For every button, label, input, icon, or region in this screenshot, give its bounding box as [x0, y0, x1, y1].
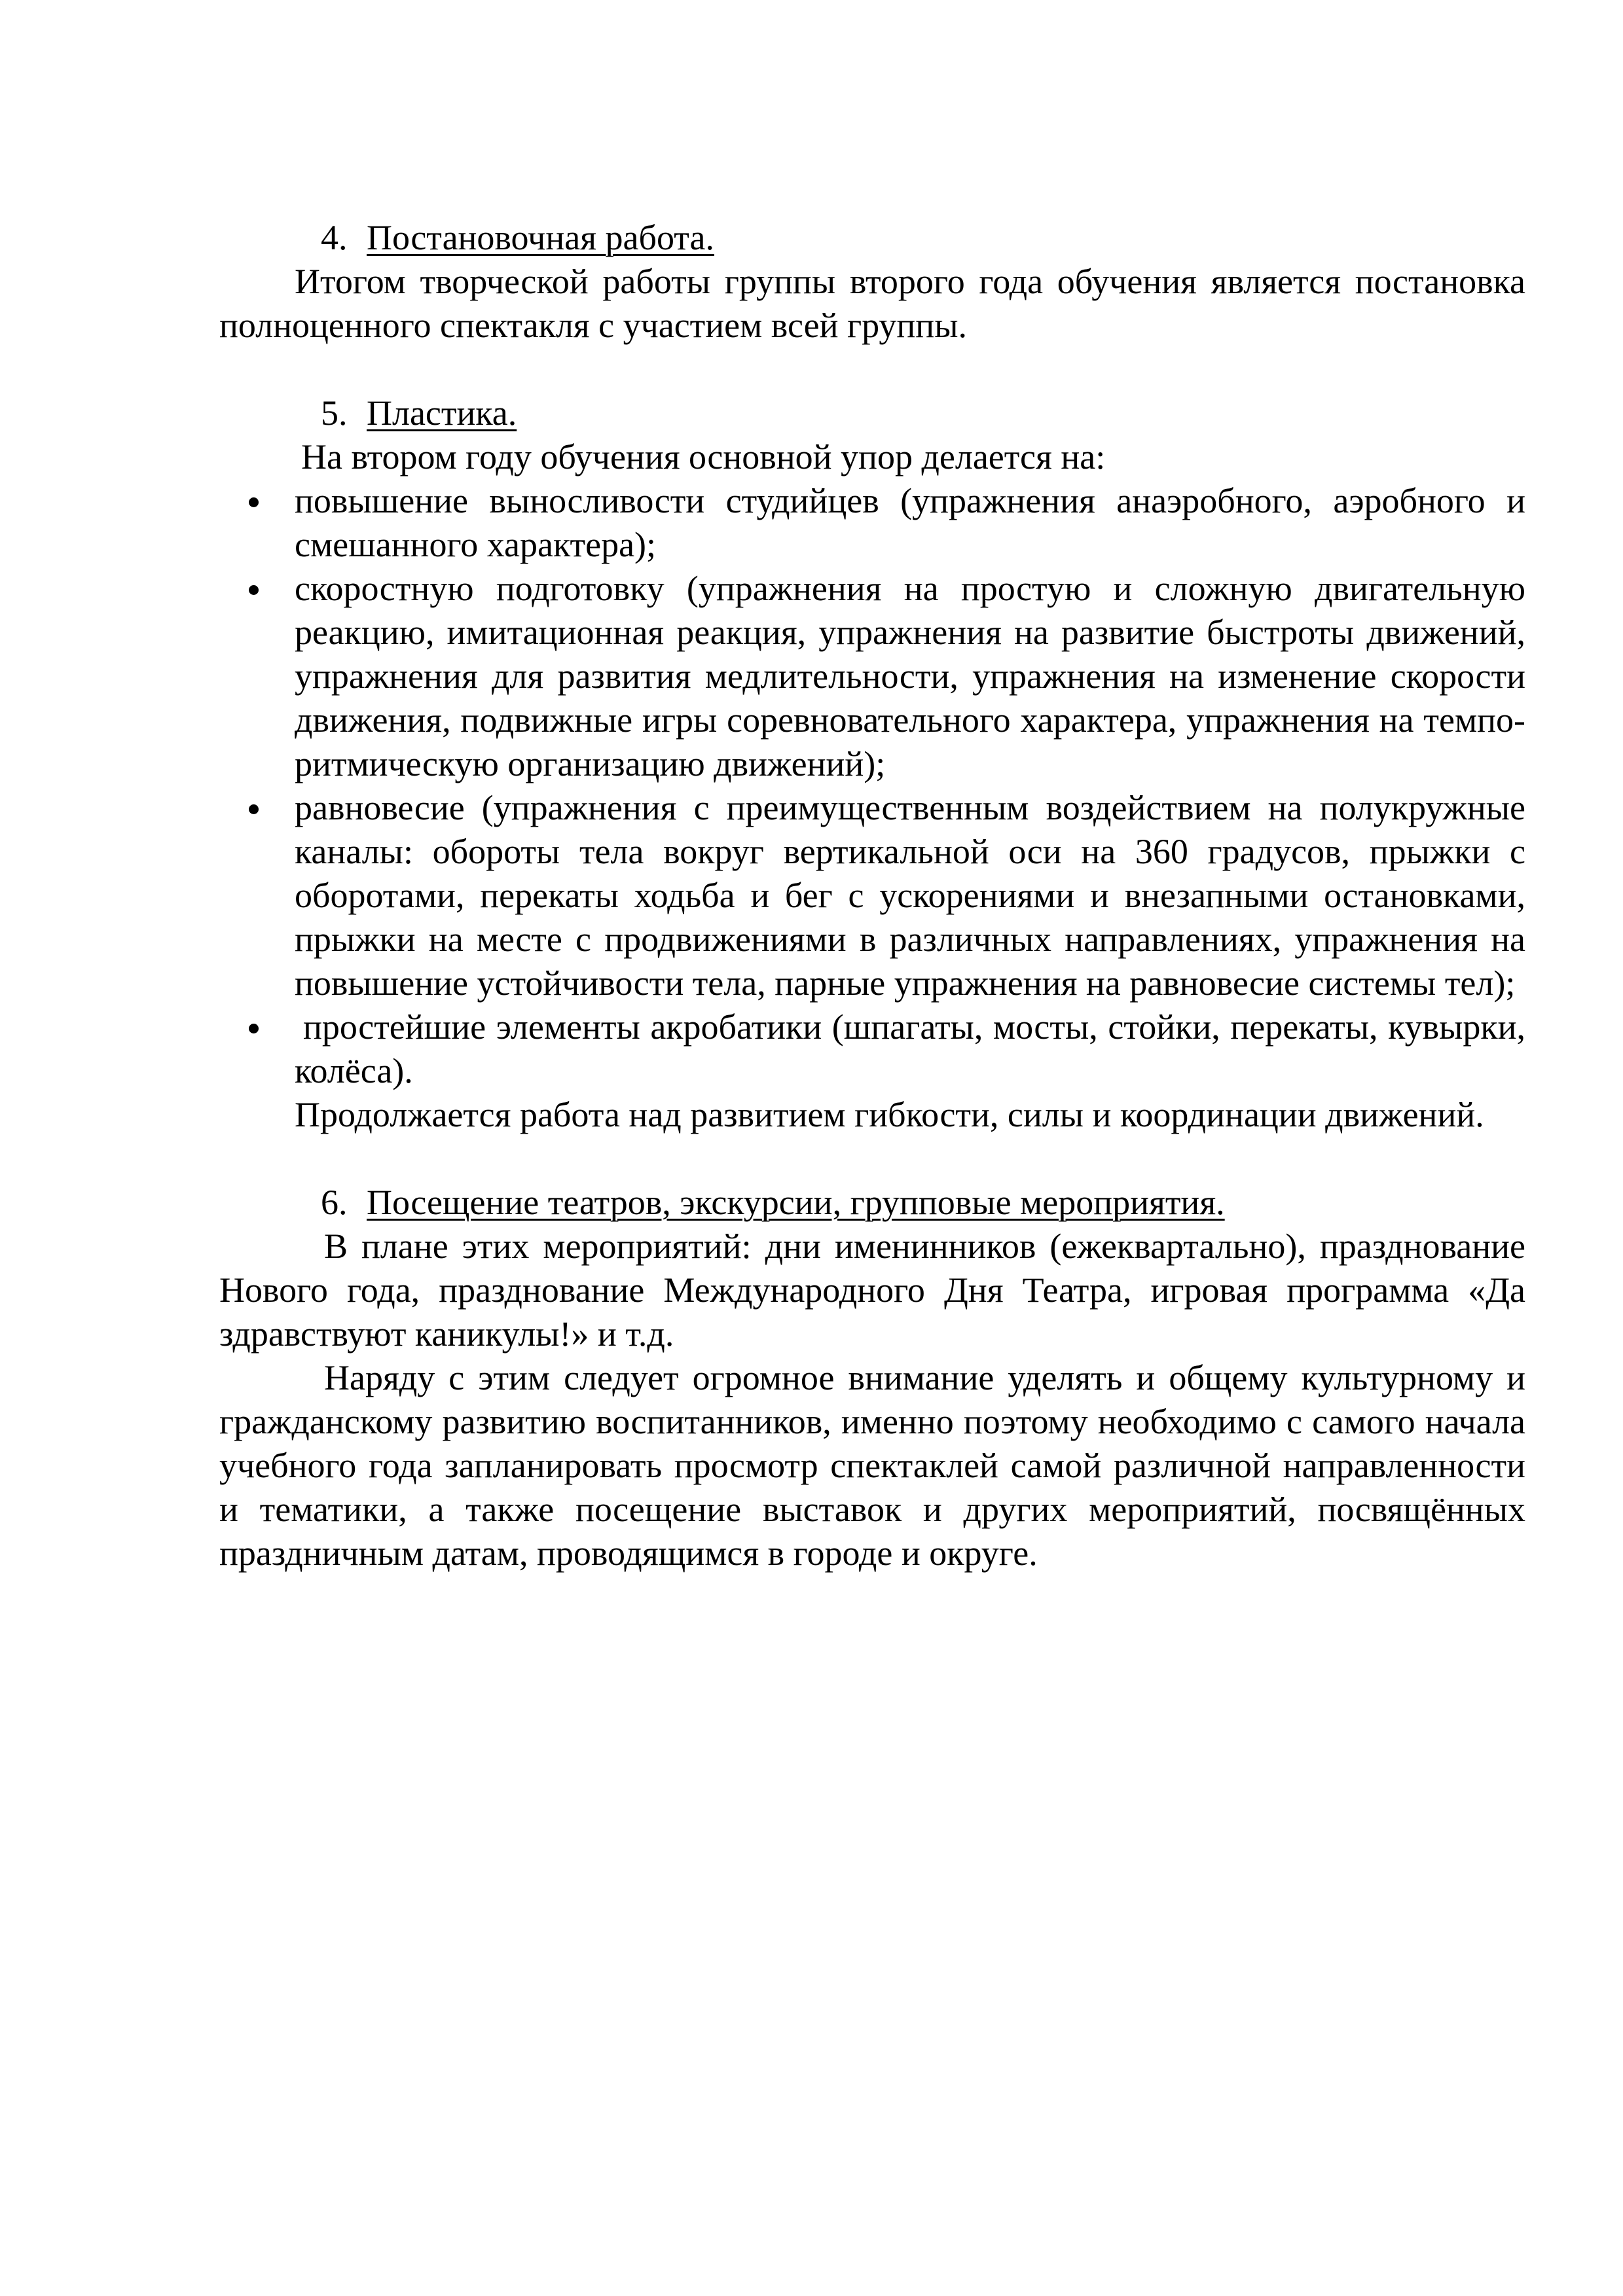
bullet-icon — [249, 1024, 259, 1033]
bullet-icon — [249, 497, 259, 507]
spacer — [219, 1137, 1525, 1181]
bullet-list — [219, 479, 1525, 1093]
section-intro: На втором году обучения основной упор делается на: — [301, 437, 1106, 476]
bullet-icon — [249, 804, 259, 814]
list-item — [219, 567, 1525, 786]
section-title: Посещение театров, экскурсии, групповые мероприятия. — [367, 1183, 1225, 1222]
list-item-text: равновесие (упражнения с преимущественным воздействием на полукружные каналы: обороты тела вокруг вертикальной оси на 360 градусов, прыжки с оборотами, перекаты ходьба и бег с ускорениями и внезапными остановками, прыжки на месте с продвижениями в различных направлениях, упражнения на повышение устойчивости тела, парные упражнения на равновесие системы тел); — [295, 788, 1525, 1003]
section-number: 5. — [321, 393, 348, 433]
paragraph: Наряду с этим следует огромное внимание уделять и общему культурному и гражданскому развитию воспитанников, именно поэтому необходимо с самого начала учебного года запланировать просмотр спектаклей самой различной направленности и тематики, а также посещение выставок и других мероприятий, посвящённых праздничным датам, проводящимся в городе и округе. — [219, 1358, 1525, 1573]
section-number: 4. — [321, 218, 348, 257]
bullet-icon — [249, 585, 259, 595]
document-page — [219, 216, 1525, 1575]
list-item — [219, 786, 1525, 1005]
section-heading-6 — [219, 1181, 1525, 1225]
paragraph: В плане этих мероприятий: дни именинников (ежеквартально), празднование Нового года, празднование Международного Дня Театра, игровая программа «Да здравствуют каникулы!» и т.д. — [219, 1227, 1525, 1354]
spacer — [219, 348, 1525, 391]
section-number: 6. — [321, 1183, 348, 1222]
list-item-text: простейшие элементы акробатики (шпагаты, мосты, стойки, перекаты, кувырки, колёса). — [295, 1007, 1525, 1090]
list-item — [219, 1005, 1525, 1093]
section-heading-5 — [219, 391, 1525, 435]
section-heading-4 — [219, 216, 1525, 260]
paragraph: Итогом творческой работы группы второго года обучения является постановка полноценного спектакля с участием всей группы. — [219, 262, 1525, 345]
section-title: Постановочная работа. — [367, 218, 714, 257]
list-item-text: повышение выносливости студийцев (упражнения анаэробного, аэробного и смешанного характера); — [295, 481, 1525, 564]
list-item-text: скоростную подготовку (упражнения на простую и сложную двигательную реакцию, имитационная реакция, упражнения на развитие быстроты движений, упражнения для развития медлительности, упражнения на изменение скорости движения, подвижные игры соревновательного характера, упражнения на темпо-ритмическую организацию движений); — [295, 569, 1525, 783]
list-item — [219, 479, 1525, 567]
paragraph: Продолжается работа над развитием гибкости, силы и координации движений. — [295, 1095, 1484, 1134]
section-title: Пластика. — [367, 393, 517, 433]
